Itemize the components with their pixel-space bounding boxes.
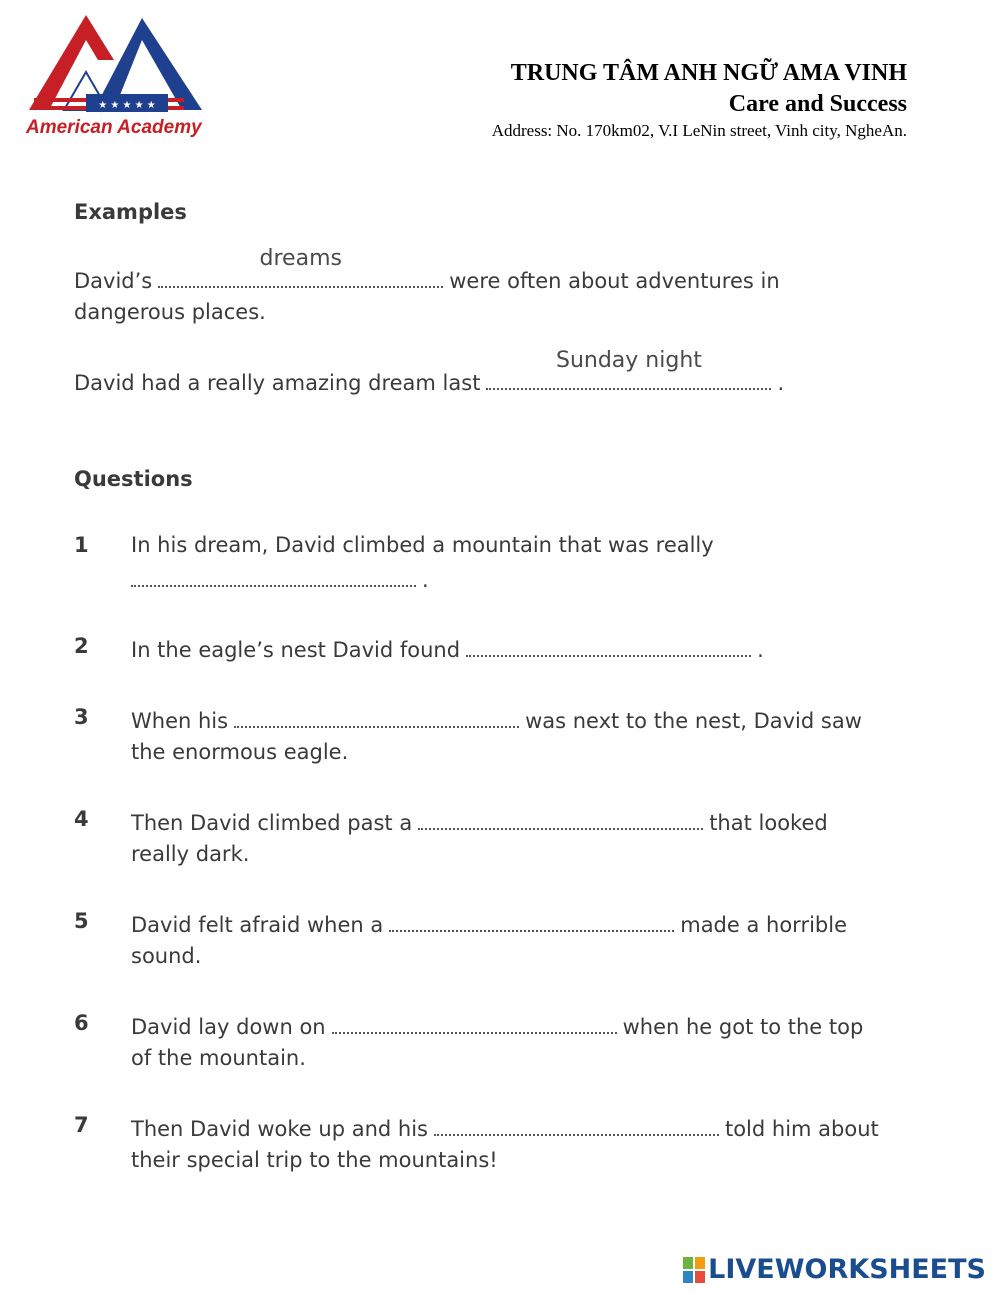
question-6-blank[interactable] bbox=[332, 1008, 617, 1034]
logo-text: American Academy bbox=[26, 117, 202, 138]
question-3-number: 3 bbox=[74, 705, 89, 729]
liveworksheets-icon bbox=[683, 1257, 705, 1283]
question-4 bbox=[131, 804, 941, 870]
question-3-after: was next to the nest, David saw bbox=[525, 709, 862, 733]
question-6-after: when he got to the top bbox=[622, 1015, 864, 1039]
question-1 bbox=[131, 530, 941, 596]
question-2-after: . bbox=[757, 638, 764, 662]
question-1-blank[interactable] bbox=[131, 561, 416, 587]
question-7-line2: their special trip to the mountains! bbox=[131, 1148, 498, 1172]
example-1 bbox=[74, 246, 780, 293]
liveworksheets-text: LIVEWORKSHEETS bbox=[708, 1254, 986, 1285]
example-1-after: were often about adventures in bbox=[449, 269, 780, 293]
liveworksheets-brand bbox=[683, 1254, 986, 1285]
question-4-after: that looked bbox=[709, 811, 828, 835]
question-3-line2: the enormous eagle. bbox=[131, 740, 349, 764]
question-5-line2: sound. bbox=[131, 944, 202, 968]
example-1-blank bbox=[158, 246, 443, 288]
examples-heading: Examples bbox=[74, 200, 187, 224]
example-1-line2: dangerous places. bbox=[74, 300, 266, 324]
question-3 bbox=[131, 702, 941, 768]
center-title: TRUNG TÂM ANH NGỮ AMA VINH bbox=[510, 60, 907, 86]
question-1-after: . bbox=[422, 568, 429, 592]
question-6-text: David lay down on bbox=[131, 1015, 326, 1039]
question-1-number: 1 bbox=[74, 533, 89, 557]
example-2-blank bbox=[486, 348, 771, 390]
question-4-text: Then David climbed past a bbox=[131, 811, 413, 835]
example-2-answer: Sunday night bbox=[555, 348, 702, 373]
question-6-line2: of the mountain. bbox=[131, 1046, 306, 1070]
svg-text:★ ★ ★ ★ ★: ★ ★ ★ ★ ★ bbox=[98, 100, 156, 111]
question-6-number: 6 bbox=[74, 1011, 89, 1035]
center-address: Address: No. 170km02, V.I LeNin street, Vinh city, NgheAn. bbox=[491, 121, 907, 140]
question-1-text: In his dream, David climbed a mountain that was really bbox=[131, 533, 714, 557]
question-3-text: When his bbox=[131, 709, 229, 733]
question-2 bbox=[131, 631, 941, 666]
question-4-line2: really dark. bbox=[131, 842, 250, 866]
question-5-number: 5 bbox=[74, 909, 89, 933]
question-5-text: David felt afraid when a bbox=[131, 913, 384, 937]
example-2 bbox=[74, 348, 785, 395]
question-5-blank[interactable] bbox=[389, 906, 674, 932]
question-4-number: 4 bbox=[74, 807, 89, 831]
question-7-after: told him about bbox=[724, 1117, 879, 1141]
question-6 bbox=[131, 1008, 941, 1074]
question-3-blank[interactable] bbox=[234, 702, 519, 728]
questions-heading: Questions bbox=[74, 467, 193, 491]
example-1-before: David’s bbox=[74, 269, 153, 293]
question-5-after: made a horrible bbox=[680, 913, 848, 937]
center-slogan: Care and Success bbox=[728, 91, 907, 117]
question-4-blank[interactable] bbox=[418, 804, 703, 830]
example-1-answer: dreams bbox=[259, 246, 342, 271]
question-5 bbox=[131, 906, 941, 972]
question-2-number: 2 bbox=[74, 634, 89, 658]
question-7 bbox=[131, 1110, 941, 1176]
question-7-text: Then David woke up and his bbox=[131, 1117, 428, 1141]
question-2-blank[interactable] bbox=[466, 631, 751, 657]
question-2-text: In the eagle’s nest David found bbox=[131, 638, 461, 662]
question-7-number: 7 bbox=[74, 1113, 89, 1137]
example-2-before: David had a really amazing dream last bbox=[74, 371, 481, 395]
example-2-after: . bbox=[777, 371, 785, 395]
question-7-blank[interactable] bbox=[434, 1110, 719, 1136]
